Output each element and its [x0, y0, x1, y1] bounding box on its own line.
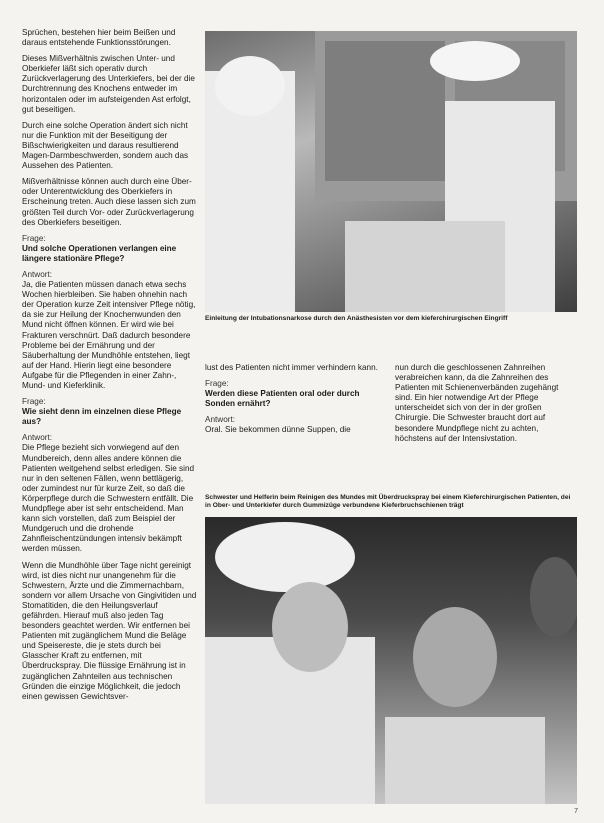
question-label: Frage: — [205, 379, 229, 389]
question-label: Frage: — [22, 233, 46, 243]
answer-label: Antwort: — [22, 269, 53, 279]
question-label: Frage: — [22, 397, 46, 407]
paragraph: Mißverhältnisse können auch durch eine Über- oder Unterentwicklung des Oberkiefers in Erscheinung treten. Auch diese lassen sich zum größten Teil durch Vor- oder Zurückverlagerung des Oberkiefers beseitigen. — [22, 177, 196, 227]
photo-scene — [205, 517, 577, 804]
middle-text-column — [205, 363, 385, 442]
question-text: Und solche Operationen verlangen eine längere stationäre Pflege? — [22, 243, 177, 263]
paragraph: nun durch die geschlossenen Zahnreihen verabreichen kann, da die Zahnreihen des Patienten mit Schienenverbänden zugehängt sind. Ein hier notwendige Art der Pflege unterscheidet sich von der in der großen Chirurgie. Die Schwester braucht dort auf besondere Mundpflege nicht zu achten, höchstens auf der Intensivstation. — [395, 363, 559, 443]
photo-mouth-cleaning — [205, 517, 577, 804]
question-text: Wie sieht denn im einzelnen diese Pflege aus? — [22, 407, 182, 427]
paragraph: Sprüchen, bestehen hier beim Beißen und daraus entstehende Funktionsstörungen. — [22, 28, 176, 48]
photo-caption: Einleitung der Intubationsnarkose durch den Anästhesisten vor dem kieferchirurgischen Eingriff — [205, 315, 508, 322]
answer-text: Oral. Sie bekommen dünne Suppen, die — [205, 425, 351, 435]
answer-text-continued: Wenn die Mundhöhle über Tage nicht gereinigt wird, ist dies nicht nur unangenehm für die Schwestern, Ärzte und die Zimmernachbarn, sondern vor allem Ursache von Gingivitiden und Stomatitiden, die den Heilungsverlauf gefährden. Hierauf muß also jeden Tag besonders geachtet werden. Wir entfernen bei Patienten mit zugänglichem Mund die Beläge und Speisereste, die je stets durch bei Glasscher Kraft zu entfernen, mit Überdruckspray. Die flüssige Ernährung ist in zugänglichen Zahnteilen aus technischen Gründen die einzige Möglichkeit, die jedoch einen gewissen Gewichtsver- — [22, 560, 197, 701]
left-text-column — [22, 28, 198, 708]
photo-caption: Schwester und Helferin beim Reinigen des Mundes mit Überdruckspray bei einem Kieferchirurgischen Patienten, dei in Ober- und Unterkiefer durch Gummizüge verbundene Kieferbruchschienen trägt — [205, 494, 571, 510]
answer-text: Ja, die Patienten müssen danach etwa sechs Wochen hierbleiben. Sie haben ohnehin nach der Operation kurze Zeit intensiver Pflege nötig, da sie zur Heilung der Knochenwunden den Mund nicht öffnen können. Er wird wie bei Frakturen verschnürt. Daß dadurch besondere Probleme bei der Ernährung und der Säuberhaltung der Mundhöhle entstehen, liegt auf der Hand. Hierin liegt eine besondere Aufgabe für die Pflegenden in einer Zahn-, Mund- und Kieferklinik. — [22, 280, 196, 390]
question-text: Werden diese Patienten oral oder durch Sonden ernährt? — [205, 389, 360, 409]
right-text-column — [395, 363, 577, 450]
answer-text: Die Pflege bezieht sich vorwiegend auf den Mundbereich, denn alles andere können die Patienten weitgehend selbst erledigen. Sie sind nur in den seltenen Fällen, wenn bettlägerig, oder zumindest nur für kurze Zeit, so daß die Körperpflege durch die Schwestern entfällt. Die Mundpflege aber ist sehr entscheidend. Man kann sich vorstellen, daß zum Beispiel der Mundgeruch und die drohende Zahnfleischentzündungen intensiv bekämpft werden müssen. — [22, 443, 195, 554]
answer-label: Antwort: — [22, 433, 53, 443]
photo-scene — [205, 31, 577, 312]
paragraph: Durch eine solche Operation ändert sich nicht nur die Funktion mit der Beseitigung der Bißschwierigkeiten und daraus resultierend Magen-Darmbeschwerden, sondern auch das Aussehen des Patienten. — [22, 120, 189, 171]
paragraph: Dieses Mißverhältnis zwischen Unter- und Oberkiefer läßt sich operativ durch Zurückverlagerung des Unterkiefers, bei der die Durchtrennung des Knochens entweder im horizontalen oder im aufsteigenden Ast erfolgt, gut beseitigen. — [22, 54, 195, 114]
paragraph: lust des Patienten nicht immer verhindern kann. — [205, 363, 378, 372]
answer-label: Antwort: — [205, 415, 236, 425]
photo-intubation-anesthesia — [205, 31, 577, 312]
page-number: 7 — [574, 808, 578, 815]
